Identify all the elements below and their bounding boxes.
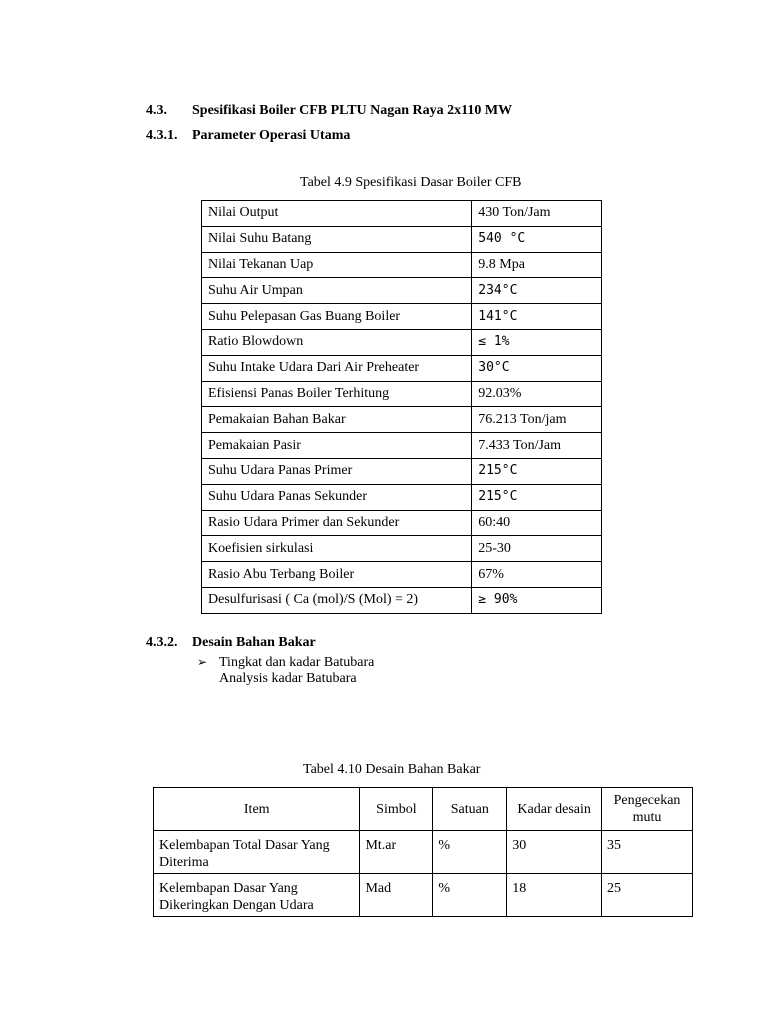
table-cell: % <box>433 831 507 874</box>
value-cell: 7.433 Ton/Jam <box>472 433 602 459</box>
table-cell: Kelembapan Dasar Yang Dikeringkan Dengan Udara <box>154 874 360 917</box>
table-row <box>202 458 602 484</box>
column-header: Item <box>154 788 360 831</box>
bullet-list <box>197 654 374 687</box>
column-header: Pengecekan mutu <box>602 788 693 831</box>
parameter-cell: Rasio Abu Terbang Boiler <box>202 562 472 588</box>
table-cell: 25 <box>602 874 693 917</box>
table-row <box>202 252 602 278</box>
parameter-cell: Pemakaian Pasir <box>202 433 472 459</box>
table-row <box>202 407 602 433</box>
table-cell: 35 <box>602 831 693 874</box>
value-cell: 215°C <box>472 458 602 484</box>
section-number: 4.3. <box>146 103 167 118</box>
table-row <box>202 278 602 304</box>
arrow-bullet-icon: ➢ <box>197 655 208 669</box>
table-row <box>202 510 602 536</box>
section-title: Spesifikasi Boiler CFB PLTU Nagan Raya 2x110 MW <box>192 103 513 118</box>
column-header: Kadar desain <box>507 788 602 831</box>
table-row <box>202 484 602 510</box>
table-row <box>202 536 602 562</box>
table-cell: Mt.ar <box>360 831 433 874</box>
table-cell: Kelembapan Total Dasar Yang Diterima <box>154 831 360 874</box>
parameter-cell: Desulfurisasi ( Ca (mol)/S (Mol) = 2) <box>202 587 472 613</box>
table2-caption: Tabel 4.10 Desain Bahan Bakar <box>303 762 481 777</box>
value-cell: 25-30 <box>472 536 602 562</box>
parameter-cell: Suhu Udara Panas Sekunder <box>202 484 472 510</box>
parameter-cell: Efisiensi Panas Boiler Terhitung <box>202 381 472 407</box>
list-item: ➢ Tingkat dan kadar Batubara <box>197 655 375 670</box>
value-cell: 430 Ton/Jam <box>472 201 602 227</box>
table1-caption: Tabel 4.9 Spesifikasi Dasar Boiler CFB <box>300 175 522 190</box>
value-cell: 60:40 <box>472 510 602 536</box>
parameter-cell: Suhu Air Umpan <box>202 278 472 304</box>
value-cell: 540 °C <box>472 226 602 252</box>
value-cell: ≥ 90% <box>472 587 602 613</box>
subsection-title: Desain Bahan Bakar <box>192 635 316 650</box>
value-cell: 30°C <box>472 355 602 381</box>
subsection-title: Parameter Operasi Utama <box>192 128 351 143</box>
table-row <box>202 433 602 459</box>
parameter-cell: Nilai Suhu Batang <box>202 226 472 252</box>
table-row <box>202 329 602 355</box>
parameter-cell: Ratio Blowdown <box>202 329 472 355</box>
parameter-cell: Suhu Intake Udara Dari Air Preheater <box>202 355 472 381</box>
value-cell: 67% <box>472 562 602 588</box>
list-item: Analysis kadar Batubara <box>219 671 357 686</box>
table-row <box>154 831 693 874</box>
parameter-cell: Koefisien sirkulasi <box>202 536 472 562</box>
table-cell: Mad <box>360 874 433 917</box>
parameter-cell: Pemakaian Bahan Bakar <box>202 407 472 433</box>
table-cell: 18 <box>507 874 602 917</box>
subsection-number: 4.3.1. <box>146 128 178 143</box>
value-cell: 234°C <box>472 278 602 304</box>
value-cell: ≤ 1% <box>472 329 602 355</box>
column-header: Simbol <box>360 788 433 831</box>
table-row <box>202 304 602 330</box>
value-cell: 9.8 Mpa <box>472 252 602 278</box>
table-cell: % <box>433 874 507 917</box>
table-row <box>202 201 602 227</box>
parameter-cell: Suhu Udara Panas Primer <box>202 458 472 484</box>
value-cell: 141°C <box>472 304 602 330</box>
fuel-design-table <box>153 787 693 917</box>
table-row <box>202 226 602 252</box>
subsection-heading-2 <box>146 635 316 651</box>
parameter-cell: Suhu Pelepasan Gas Buang Boiler <box>202 304 472 330</box>
table-row <box>202 587 602 613</box>
table-cell: 30 <box>507 831 602 874</box>
value-cell: 92.03% <box>472 381 602 407</box>
value-cell: 215°C <box>472 484 602 510</box>
subsection-heading-1 <box>146 128 350 144</box>
subsection-number: 4.3.2. <box>146 635 178 650</box>
table-row <box>202 355 602 381</box>
parameter-cell: Nilai Output <box>202 201 472 227</box>
table-row <box>202 381 602 407</box>
table-row <box>202 562 602 588</box>
table-row <box>154 874 693 917</box>
parameter-cell: Nilai Tekanan Uap <box>202 252 472 278</box>
parameter-cell: Rasio Udara Primer dan Sekunder <box>202 510 472 536</box>
section-heading <box>146 103 512 119</box>
boiler-spec-table <box>201 200 602 614</box>
value-cell: 76.213 Ton/jam <box>472 407 602 433</box>
column-header: Satuan <box>433 788 507 831</box>
